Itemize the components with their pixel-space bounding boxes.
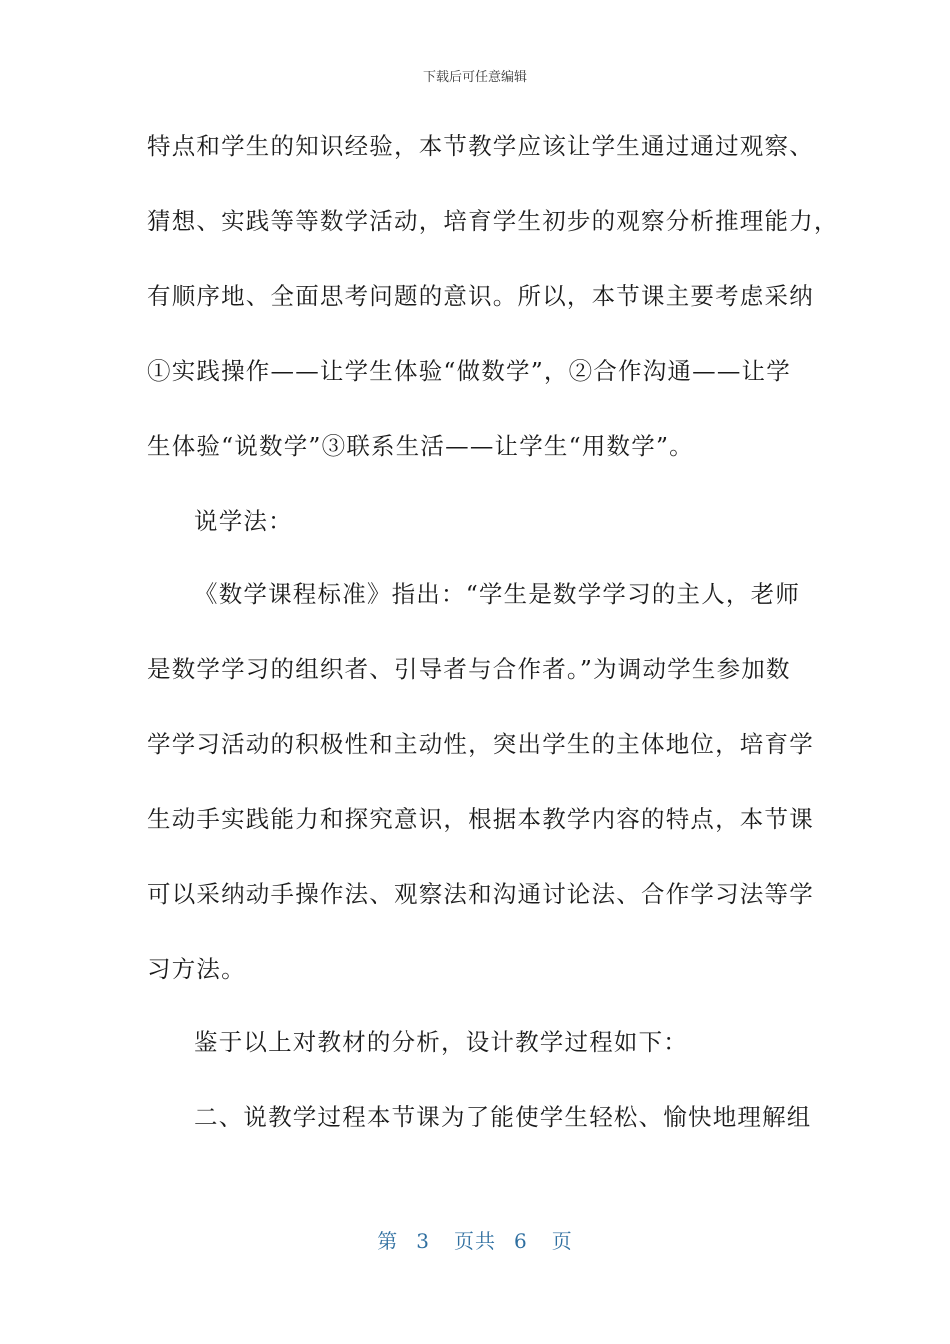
total-pages-number: 6	[514, 1229, 528, 1253]
body-line-13: 鉴于以上对教材的分析，设计教学过程如下：	[194, 1028, 688, 1056]
body-line-5: 生体验“说数学”③联系生活——让学生“用数学”。	[147, 432, 694, 460]
body-line-2: 猜想、实践等等数学活动，培育学生初步的观察分析推理能力，	[147, 207, 839, 235]
body-line-8: 是数学学习的组织者、引导者与合作者。”为调动学生参加数	[147, 655, 791, 683]
footer-middle: 页共	[454, 1229, 496, 1253]
page-footer	[0, 1225, 950, 1254]
current-page-number: 3	[416, 1229, 430, 1253]
body-line-12: 习方法。	[147, 955, 246, 983]
body-line-7: 《数学课程标准》指出：“学生是数学学习的主人，老师	[194, 580, 801, 608]
body-line-10: 生动手实践能力和探究意识，根据本教学内容的特点，本节课	[147, 805, 814, 833]
body-line-3: 有顺序地、全面思考问题的意识。所以，本节课主要考虑采纳	[147, 282, 814, 310]
page-header: 下载后可任意编辑	[422, 70, 527, 85]
footer-prefix: 第	[377, 1229, 399, 1253]
body-line-11: 可以采纳动手操作法、观察法和沟通讨论法、合作学习法等学	[147, 880, 814, 908]
footer-suffix: 页	[551, 1229, 573, 1253]
body-line-14: 二、说教学过程本节课为了能使学生轻松、愉快地理解组	[194, 1103, 812, 1131]
body-line-1: 特点和学生的知识经验，本节教学应该让学生通过通过观察、	[147, 132, 814, 160]
body-line-4: ①实践操作——让学生体验“做数学”，②合作沟通——让学	[147, 357, 791, 385]
section-heading-study-method: 说学法：	[194, 507, 293, 535]
body-line-9: 学学习活动的积极性和主动性，突出学生的主体地位，培育学	[147, 730, 814, 758]
